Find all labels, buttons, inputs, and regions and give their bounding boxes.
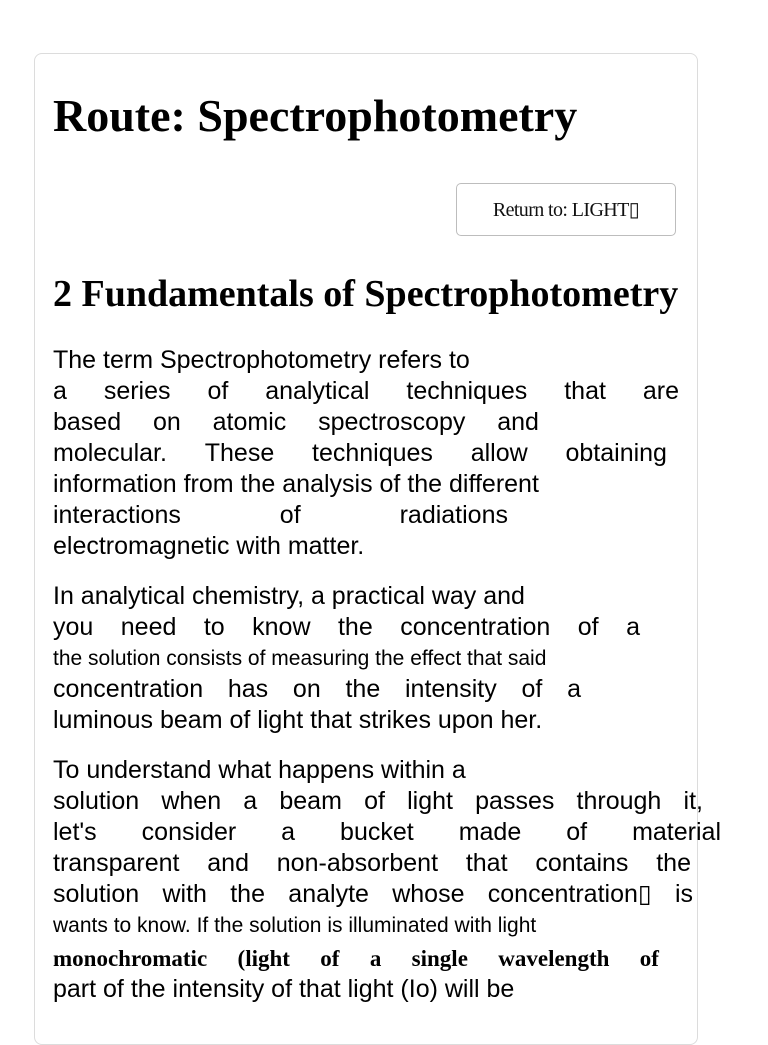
paragraph-1-line-6: interactions of radiations [53,501,508,529]
paragraph-3-line-7: monochromatic (light of a single wavelength of [53,946,659,971]
paragraph-3-line-3: let's consider a bucket made of material [53,818,721,846]
paragraph-1-line-1: The term Spectrophotometry refers to [53,346,470,374]
paragraph-2-line-2: you need to know the concentration of a [53,613,640,641]
paragraph-3-line-5: solution with the analyte whose concentration▯ is [53,880,693,908]
paragraph-2-line-3: the solution consists of measuring the effect that said [53,647,547,670]
paragraph-1-line-4: molecular. These techniques allow obtaining [53,439,667,467]
paragraph-1-line-7: electromagnetic with matter. [53,532,365,560]
paragraph-3-line-8: part of the intensity of that light (Io) will be [53,975,515,1003]
paragraph-3-line-1: To understand what happens within a [53,756,466,784]
paragraph-2-line-4: concentration has on the intensity of a [53,675,581,703]
paragraph-3-line-2: solution when a beam of light passes through it, [53,787,703,815]
paragraph-3-line-4: transparent and non-absorbent that contains the [53,849,691,877]
return-to-light-button[interactable]: Return to: LIGHT▯ [456,183,676,236]
paragraph-2-line-1: In analytical chemistry, a practical way and [53,582,525,610]
paragraph-3-line-6: wants to know. If the solution is illuminated with light [53,914,537,937]
page-title: Route: Spectrophotometry [53,90,578,141]
paragraph-1-line-5: information from the analysis of the different [53,470,539,498]
paragraph-2-line-5: luminous beam of light that strikes upon her. [53,706,543,734]
section-heading: 2 Fundamentals of Spectrophotometry [53,273,679,315]
paragraph-1-line-3: based on atomic spectroscopy and [53,408,539,436]
paragraph-1-line-2: a series of analytical techniques that are [53,377,679,405]
